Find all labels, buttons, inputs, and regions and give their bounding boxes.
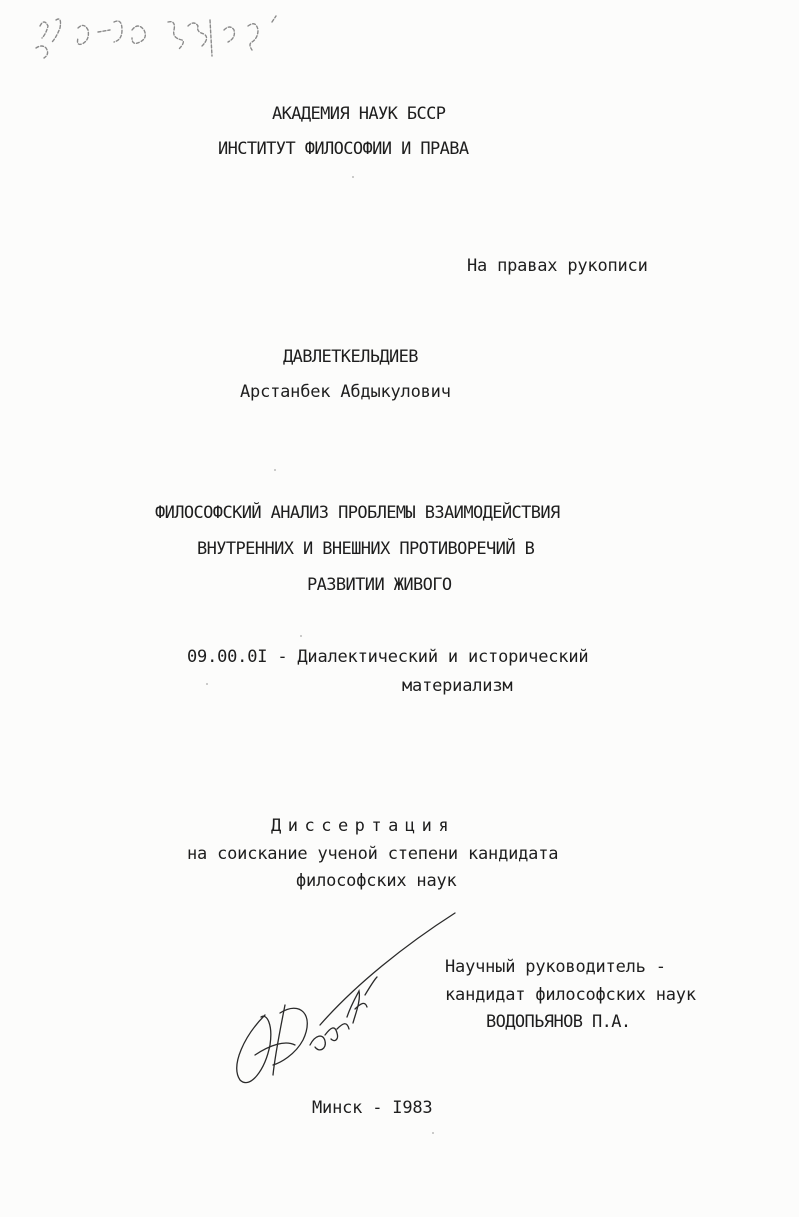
author-signature bbox=[225, 905, 475, 1095]
paper-speck bbox=[300, 635, 302, 637]
specialty-code-line: 09.00.0I - Диалектический и исторический bbox=[187, 647, 589, 667]
title-line-1: ФИЛОСОФСКИЙ АНАЛИЗ ПРОБЛЕМЫ ВЗАИМОДЕЙСТВИЯ bbox=[155, 503, 560, 523]
paper-speck bbox=[352, 176, 354, 178]
paper-speck bbox=[206, 683, 208, 685]
author-surname: ДАВЛЕТКЕЛЬДИЕВ bbox=[283, 347, 418, 367]
footer-place-year: Минск - I983 bbox=[312, 1098, 433, 1118]
archive-mark-handwriting bbox=[28, 8, 288, 68]
supervisor-role: Научный руководитель - bbox=[445, 957, 666, 977]
title-line-2: ВНУТРЕННИХ И ВНЕШНИХ ПРОТИВОРЕЧИЙ В bbox=[197, 539, 535, 559]
author-given-names: Арстанбек Абдыкулович bbox=[240, 382, 451, 402]
supervisor-name: ВОДОПЬЯНОВ П.А. bbox=[486, 1012, 631, 1032]
supervisor-degree: кандидат философских наук bbox=[445, 985, 696, 1005]
dissertation-line-1: на соискание ученой степени кандидата bbox=[187, 844, 559, 864]
dissertation-heading: Диссертация bbox=[271, 816, 456, 836]
title-line-3: РАЗВИТИИ ЖИВОГО bbox=[307, 575, 452, 595]
dissertation-line-2: философских наук bbox=[296, 871, 457, 891]
academy-name: АКАДЕМИЯ НАУК БССР bbox=[272, 104, 446, 124]
paper-speck bbox=[432, 1132, 434, 1134]
specialty-continuation: материализм bbox=[402, 676, 513, 696]
paper-speck bbox=[274, 469, 276, 471]
institute-name: ИНСТИТУТ ФИЛОСОФИИ И ПРАВА bbox=[218, 139, 469, 159]
manuscript-rights: На правах рукописи bbox=[467, 256, 648, 276]
